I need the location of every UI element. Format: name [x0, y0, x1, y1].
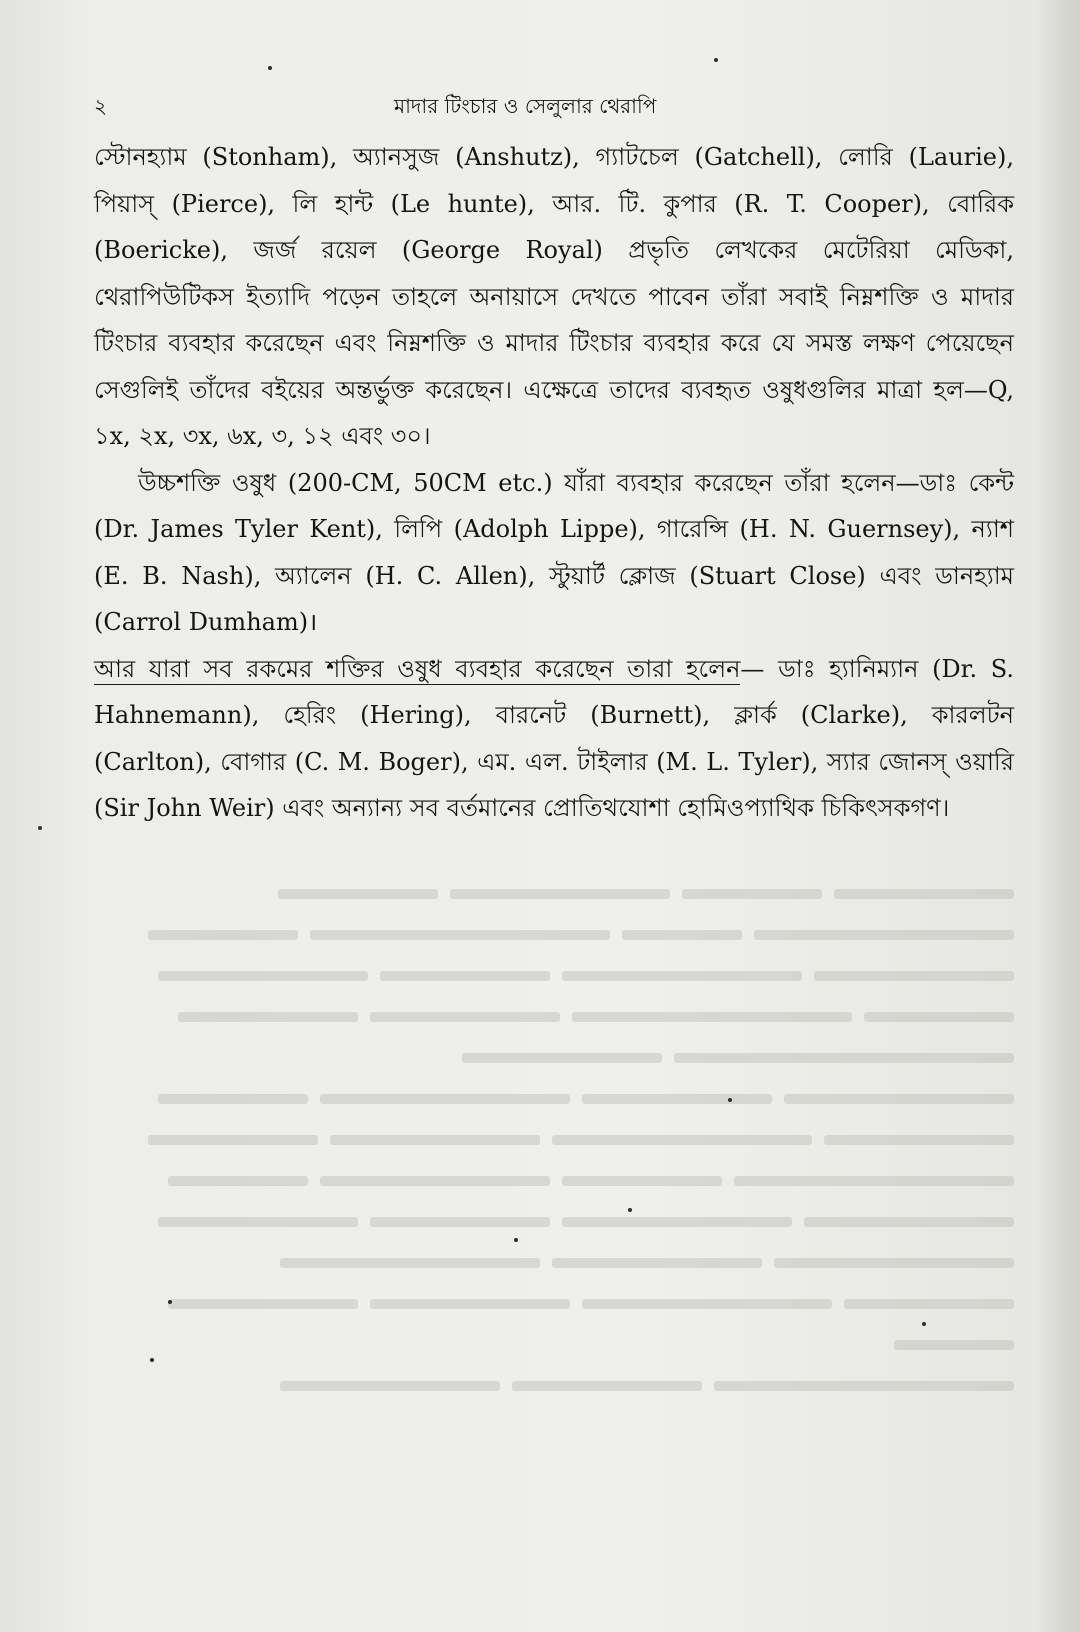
paper-speck [168, 1300, 172, 1304]
heading-dash: — [740, 654, 765, 683]
paper-speck [268, 66, 272, 70]
paragraph-all-potency-users [94, 646, 1014, 832]
underlined-heading: আর যারা সব রকমের শক্তির ওষুধ ব্যবহার করেছেন তারা হলেন [94, 654, 741, 683]
paragraph-low-potency-authors: স্টোনহ্যাম (Stonham), অ্যানসুজ (Anshutz), গ্যাটচেল (Gatchell), লোরি (Laurie), পিয়াস্ (Pierce), লি হান্ট (Le hunte), আর. টি. কুপার (R. T. Cooper), বোরিক (Boericke), জর্জ রয়েল (George Royal) প্রভৃতি লেখকের মেটেরিয়া মেডিকা, থেরাপিউটিকস ইত্যাদি পড়েন তাহলে অনায়াসে দেখতে পাবেন তাঁরা সবাই নিম্নশক্তি ও মাদার টিংচার ব্যবহার করেছেন এবং নিম্নশক্তি ও মাদার টিংচার ব্যবহার করে যে সমস্ত লক্ষণ পেয়েছেন সেগুলিই তাঁদের বইয়ের অন্তর্ভুক্ত করেছেন। এক্ষেত্রে তাদের ব্যবহৃত ওষুধগুলির মাত্রা হল—Q, ১x, ২x, ৩x, ৬x, ৩, ১২ এবং ৩০। [94, 143, 1014, 450]
paper-speck [514, 1238, 518, 1242]
paper-speck [150, 1358, 154, 1362]
paper-speck [628, 1208, 632, 1212]
paper-speck [922, 1322, 926, 1326]
paper-speck [728, 1098, 732, 1102]
paragraph-high-potency-users: উচ্চশক্তি ওষুধ (200-CM, 50CM etc.) যাঁরা ব্যবহার করেছেন তাঁরা হলেন—ডাঃ কেন্ট (Dr. James Tyler Kent), লিপি (Adolph Lippe), গারেন্সি (H. N. Guernsey), ন্যাশ (E. B. Nash), অ্যালেন (H. C. Allen), স্টুয়ার্ট ক্লোজ (Stuart Close) এবং ডানহ্যাম (Carrol Dumham)। [94, 468, 1014, 636]
page-number: ২ [94, 94, 108, 118]
bleed-through-reverse-text [94, 872, 1014, 1405]
page-header [94, 92, 1024, 124]
paper-speck [38, 826, 42, 830]
paragraph-all-potency-text: ডাঃ হ্যানিম্যান (Dr. S. Hahnemann), হেরিং (Hering), বারনেট (Burnett), ক্লার্ক (Clarke), কারলটন (Carlton), বোগার (C. M. Boger), এম. এল. টাইলার (M. L. Tyler), স্যার জোনস্ ওয়ারি (Sir John Weir) এবং অন্যান্য সব বর্তমানের প্রোতিথযোশা হোমিওপ্যাথিক চিকিৎসকগণ। [94, 654, 1015, 822]
running-title: মাদার টিংচার ও সেলুলার থেরাপি [394, 94, 657, 118]
paper-speck [714, 58, 718, 62]
page-body [94, 134, 1014, 832]
